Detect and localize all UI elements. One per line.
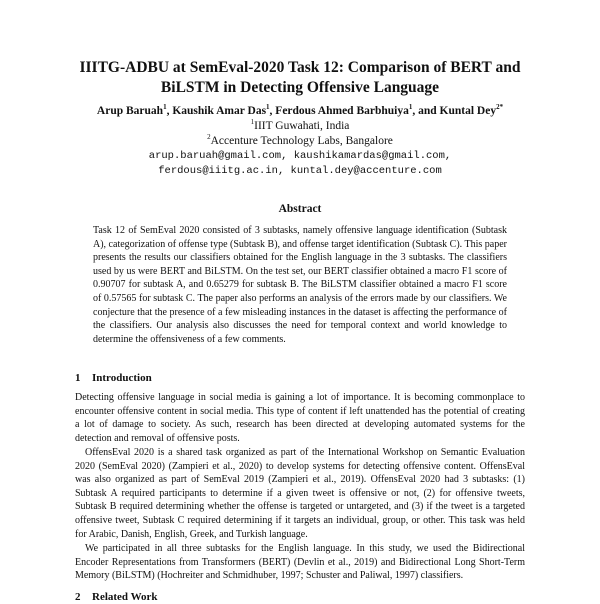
author-name: Ferdous Ahmed Barbhuiya	[275, 105, 409, 117]
intro-paragraph-2: OffensEval 2020 is a shared task organized as part of the International Workshop on Semantic Evaluation 2020 (SemEval 2020) (Zampieri et al., 2020) to develop systems for detecting offensive content. OffensEval was also organized as part of SemEval 2019 (Zampieri et al., 2019). OffensEval 2020 had 3 subtasks: (1) Subtask A required participants to determine if a given tweet is offensive or not, (2) for offensive tweets, Subtask B required determining whether the offense is targeted or untargeted, and (3) if the tweet is a targeted offensive tweet, Subtask C required determining if it targets an individual, group, or other. This task was held for Arabic, Danish, English, Greek, and Turkish language.	[75, 447, 525, 540]
affiliation-2	[60, 134, 540, 149]
intro-paragraph-3: We participated in all three subtasks for the English language. In this study, we used the Bidirectional Encoder Representations from Transformers (BERT) (Devlin et al., 2019) and Bidirectional Long Short-Term Memory (BiLSTM) (Hochreiter and Schmidhuber, 1997; Schuster and Paliwal, 1997) classifiers.	[75, 543, 525, 582]
author-name: Kaushik Amar Das	[172, 105, 267, 117]
section-title: Related Work	[92, 591, 158, 603]
affiliation-text: IIIT Guwahati, India	[254, 120, 350, 132]
affiliation-marker: 2	[207, 133, 211, 142]
affiliation-text: Accenture Technology Labs, Bangalore	[210, 135, 393, 147]
abstract-heading: Abstract	[278, 203, 322, 215]
section-heading-introduction	[75, 371, 525, 385]
section-number: 1	[75, 372, 81, 384]
section-heading-related-work	[75, 590, 525, 604]
author-separator: ,	[269, 105, 276, 117]
author-name: Kuntal Dey	[439, 105, 497, 117]
section-title: Introduction	[92, 372, 152, 384]
email-line-2: ferdous@iiitg.ac.in, kuntal.dey@accenture.com	[158, 165, 442, 177]
author-separator: , and	[412, 105, 440, 117]
author-separator: ,	[166, 105, 173, 117]
intro-paragraph-1: Detecting offensive language in social media is gaining a lot of importance. It is becoming commonplace to encounter offensive content in social media. This type of content if left unattended has the potential of creating a lot of damage to society. As such, research has been directed at developing automated systems for the detection and removal of offensive posts.	[75, 392, 525, 444]
author-marker: 1	[408, 103, 413, 112]
title-line-2: BiLSTM in Detecting Offensive Language	[160, 79, 440, 96]
abstract-body: Task 12 of SemEval 2020 consisted of 3 subtasks, namely offensive language identification (Subtask A), categorization of offense type (Subtask B), and offense target identification (Subtask C). This paper presents the results our classifiers obtained for the English language in the 3 subtasks. The classifiers used by us were BERT and BiLSTM. On the test set, our BERT classifier obtained a macro F1 score of 0.90707 for subtask A, and 0.65279 for subtask B. The BiLSTM classifier obtained a macro F1 score of 0.57565 for subtask C. The paper also performs an analysis of the errors made by our classifiers. We conjecture that the presence of a few misleading instances in the dataset is affecting the performance of the classifiers. Our analysis also discusses the need for temporal context and world knowledge to determine the offensiveness of a few comments.	[93, 225, 507, 345]
author-marker: 2*	[496, 103, 504, 112]
affiliation-1	[60, 119, 540, 134]
author-marker: 1	[163, 103, 167, 112]
author-marker: 1	[266, 103, 270, 112]
author-list	[60, 104, 540, 119]
paper-title	[60, 58, 540, 98]
email-line-1: arup.baruah@gmail.com, kaushikamardas@gmail.com,	[148, 150, 452, 162]
affiliation-marker: 1	[250, 118, 255, 127]
title-line-1: IIITG-ADBU at SemEval-2020 Task 12: Comparison of BERT and	[79, 59, 521, 76]
author-name: Arup Baruah	[96, 105, 164, 117]
section-number: 2	[75, 591, 81, 603]
